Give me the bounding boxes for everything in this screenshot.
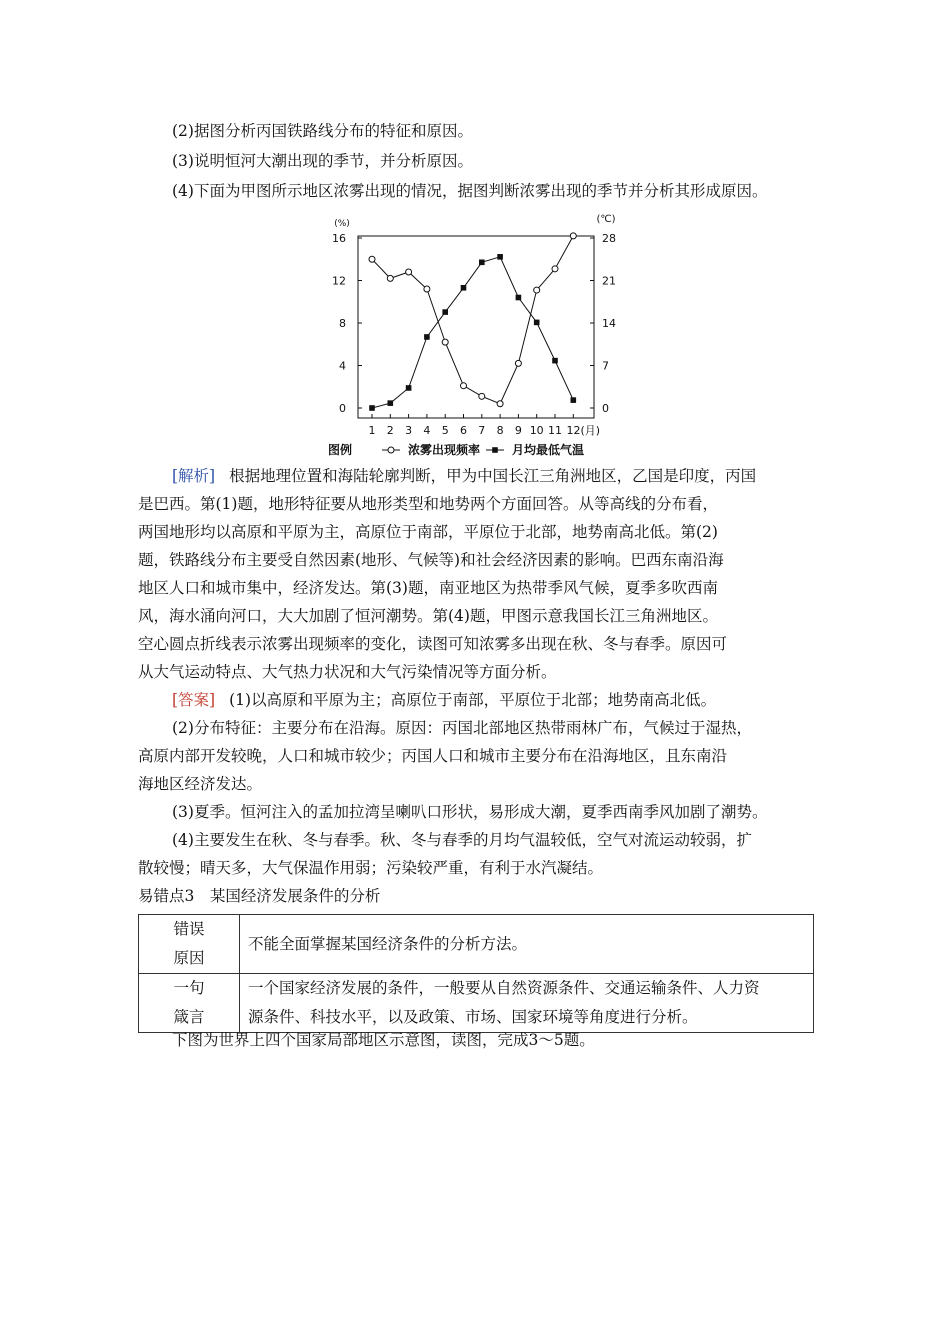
right-tick-label: 21	[602, 274, 616, 288]
fog-frequency-point	[552, 266, 558, 272]
series-line	[372, 236, 573, 404]
table-header-text: 箴言	[173, 1008, 205, 1026]
table-content-cell	[240, 974, 814, 1033]
answer-4-line-1: (4)主要发生在秋、冬与春季。秋、冬与春季的月均气温较低，空气对流运动较弱，扩	[172, 831, 752, 849]
temperature-point	[571, 397, 577, 403]
table-content-text: 一个国家经济发展的条件，一般要从自然资源条件、交通运输条件、人力资	[248, 979, 760, 997]
fog-frequency-point	[497, 401, 503, 407]
analysis-line-8: 从大气运动特点、大气热力状况和大气污染情况等方面分析。	[138, 663, 557, 681]
table-content-cell	[240, 915, 814, 974]
temperature-point	[369, 405, 375, 411]
section-footer: 下图为世界上四个国家局部地区示意图，读图，完成3～5题。	[172, 1031, 595, 1049]
temperature-point	[497, 254, 503, 260]
fog-frequency-point	[515, 360, 521, 366]
fog-frequency-point	[387, 275, 393, 281]
answer-1: (1)以高原和平原为主；高原位于南部，平原位于北部；地势南高北低。	[229, 691, 717, 709]
legend-title: 图例	[328, 443, 353, 457]
temperature-point	[388, 400, 394, 406]
temperature-point	[461, 285, 467, 291]
analysis-text: 根据地理位置和海陆轮廓判断，甲为中国长江三角洲地区，乙国是印度，丙国	[229, 467, 757, 485]
table-header-cell	[139, 915, 240, 974]
analysis-line-7: 空心圆点折线表示浓雾出现频率的变化，读图可知浓雾多出现在秋、冬与春季。原因可	[138, 635, 728, 653]
table-content-text: 源条件、科技水平，以及政策、市场、国家环境等角度进行分析。	[248, 1008, 698, 1026]
left-tick-label: 16	[332, 232, 346, 245]
question-4: (4)下面为甲图所示地区浓雾出现的情况，据图判断浓雾出现的季节并分析其形成原因。	[172, 182, 768, 200]
table-row	[139, 974, 814, 1033]
fog-temperature-chart	[318, 208, 634, 466]
x-tick-label: 11	[548, 424, 562, 437]
analysis-line-4: 题，铁路线分布主要受自然因素(地形、气候等)和社会经济因素的影响。巴西东南沿海	[138, 551, 724, 569]
x-tick-label: 8	[496, 424, 504, 437]
section-title: 易错点3 某国经济发展条件的分析	[138, 887, 381, 905]
analysis-line-2: 是巴西。第(1)题，地形特征要从地形类型和地势两个方面回答。从等高线的分布看，	[138, 495, 718, 513]
analysis-line-5: 地区人口和城市集中，经济发达。第(3)题，南亚地区为热带季风气候，夏季多吹西南	[138, 579, 718, 597]
x-tick-label: 6	[460, 424, 467, 437]
analysis-line-1	[172, 465, 756, 487]
analysis-tag: [解析]	[172, 467, 216, 485]
right-tick-label: 14	[602, 317, 616, 330]
legend-temp-marker	[492, 447, 498, 453]
answer-tag: [答案]	[172, 691, 216, 709]
answer-2-line-2: 高原内部开发较晚，人口和城市较少；丙国人口和城市主要分布在沿海地区，且东南沿	[138, 747, 728, 765]
fog-frequency-point	[461, 383, 467, 389]
fog-frequency-point	[570, 233, 576, 239]
legend-fog-marker	[388, 447, 394, 453]
x-tick-label: 4	[423, 424, 431, 437]
legend-temp-label: 月均最低气温	[512, 443, 585, 457]
error-analysis-table	[138, 914, 814, 1033]
x-tick-label: 3	[405, 424, 413, 437]
table-content-text: 不能全面掌握某国经济条件的分析方法。	[248, 934, 528, 953]
temperature-point	[406, 385, 412, 391]
question-3: (3)说明恒河大潮出现的季节，并分析原因。	[172, 152, 473, 170]
answer-2-line-3: 海地区经济发达。	[138, 775, 263, 793]
left-axis-unit: (%)	[334, 219, 350, 229]
fog-frequency-point	[442, 339, 448, 345]
temperature-point	[534, 320, 540, 326]
temperature-point	[552, 358, 558, 364]
answer-4-line-2: 散较慢；晴天多，大气保温作用弱；污染较严重，有利于水汽凝结。	[138, 859, 604, 877]
x-tick-label: 2	[386, 424, 394, 437]
x-tick-label: 12(月)	[566, 424, 601, 437]
temperature-point	[424, 334, 430, 340]
fog-frequency-point	[369, 256, 375, 262]
x-tick-label: 10	[529, 424, 544, 437]
series-line	[372, 257, 573, 408]
fog-frequency-point	[406, 269, 412, 275]
temperature-point	[442, 309, 448, 315]
table-header-text: 一句	[173, 979, 205, 997]
left-tick-label: 0	[339, 402, 346, 415]
left-tick-label: 8	[339, 317, 346, 330]
right-tick-label: 28	[602, 232, 616, 245]
table-header-text: 错误	[173, 920, 205, 938]
left-tick-label: 4	[339, 359, 346, 373]
analysis-line-3: 两国地形均以高原和平原为主，高原位于南部，平原位于北部，地势南高北低。第(2)	[138, 523, 718, 541]
x-tick-label: 7	[478, 424, 486, 437]
table-header-text: 原因	[173, 949, 205, 967]
answer-3: (3)夏季。恒河注入的孟加拉湾呈喇叭口形状，易形成大潮，夏季西南季风加剧了潮势。	[172, 803, 768, 821]
analysis-line-6: 风，海水涌向河口，大大加剧了恒河潮势。第(4)题，甲图示意我国长江三角洲地区。	[138, 607, 718, 625]
fog-frequency-point	[479, 393, 485, 399]
question-2: (2)据图分析丙国铁路线分布的特征和原因。	[172, 122, 473, 140]
legend-fog-label: 浓雾出现频率	[408, 443, 481, 457]
table-header-cell	[139, 974, 240, 1033]
right-tick-label: 0	[602, 402, 609, 415]
x-tick-label: 9	[514, 424, 522, 437]
temperature-point	[479, 259, 485, 265]
answer-line-1	[172, 689, 716, 711]
table-row	[139, 915, 814, 974]
right-axis-unit: (℃)	[596, 214, 616, 225]
x-tick-label: 1	[368, 424, 376, 437]
fog-frequency-point	[534, 287, 540, 293]
temperature-point	[516, 295, 522, 301]
answer-2-line-1: (2)分布特征：主要分布在沿海。原因：丙国北部地区热带雨林广布，气候过于湿热，	[172, 719, 752, 737]
left-tick-label: 12	[332, 274, 346, 288]
fog-frequency-point	[424, 286, 430, 292]
x-tick-label: 5	[441, 424, 449, 437]
right-tick-label: 7	[602, 359, 609, 373]
